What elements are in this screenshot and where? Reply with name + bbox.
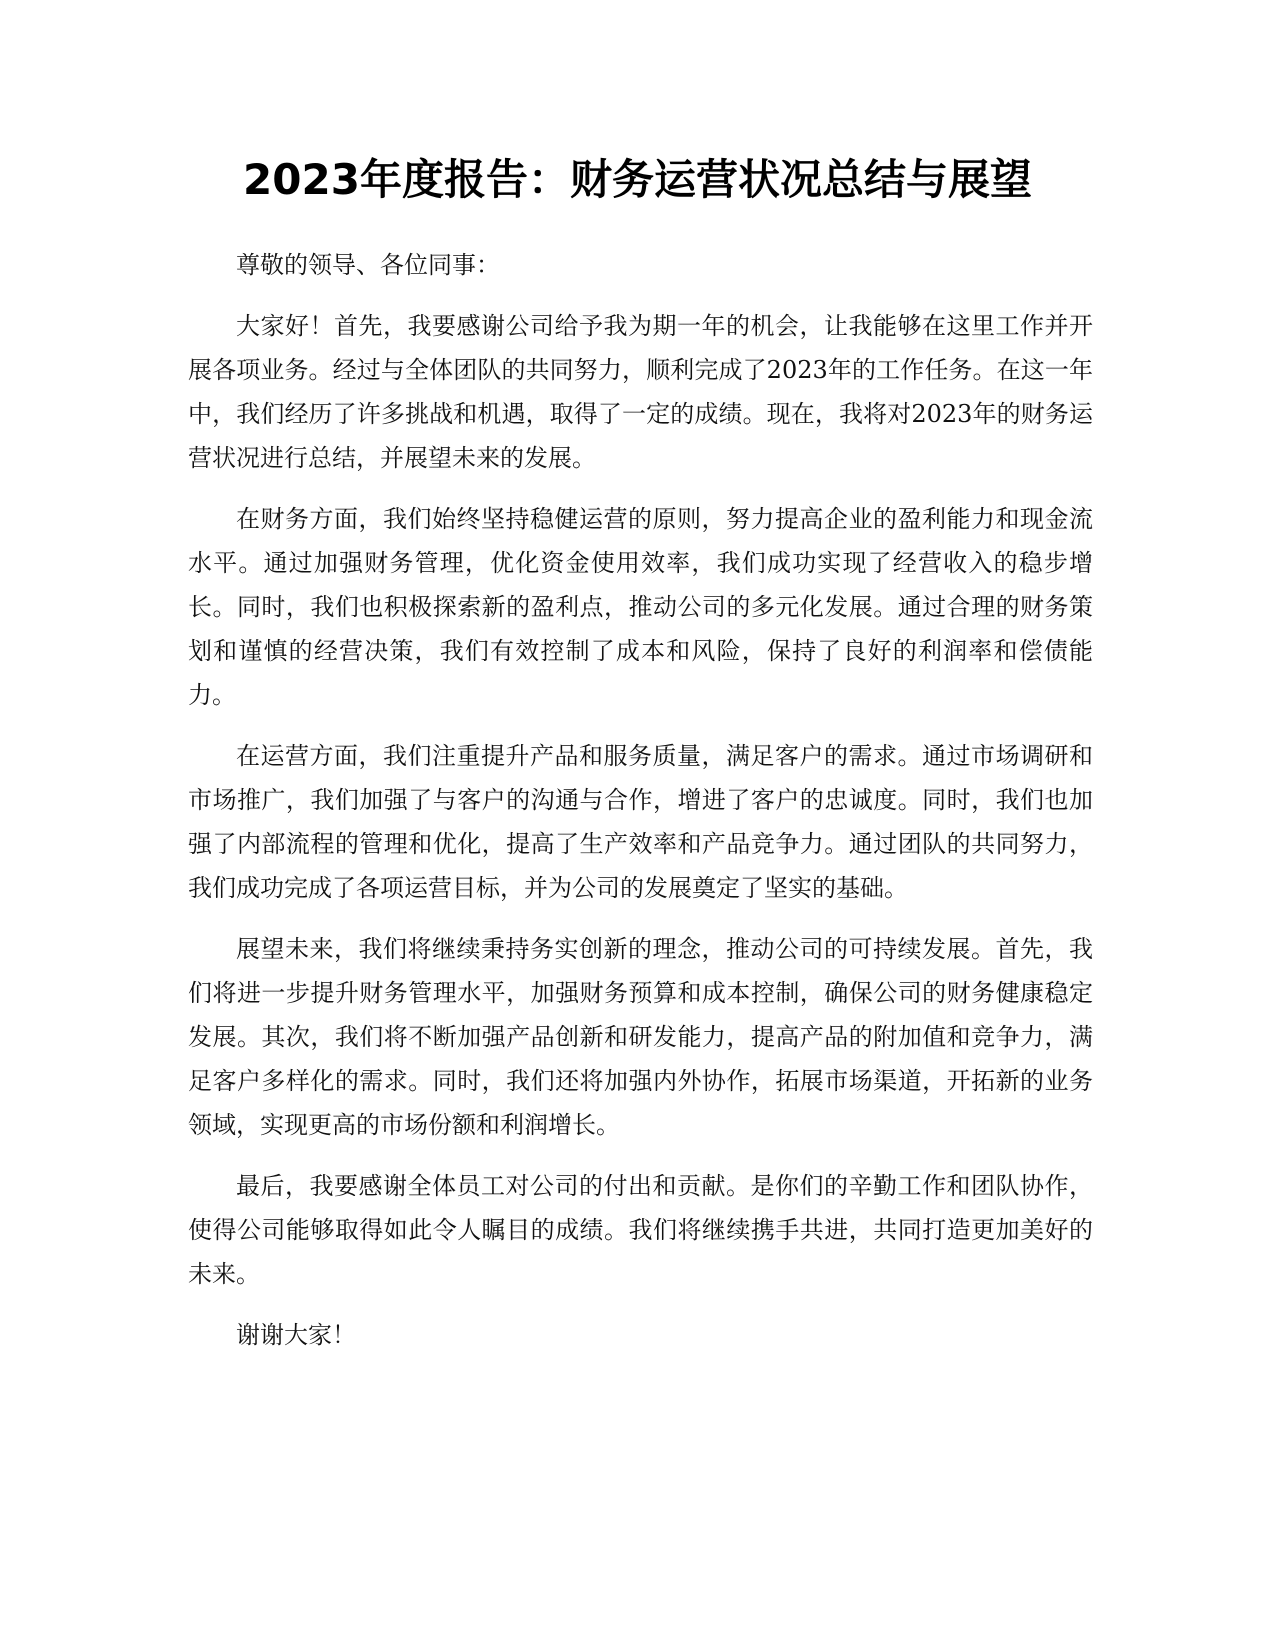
document-title: 2023年度报告：财务运营状况总结与展望 (243, 155, 1032, 204)
outlook-paragraph: 展望未来，我们将继续秉持务实创新的理念，推动公司的可持续发展。首先，我们将进一步提升财务管理水平，加强财务预算和成本控制，确保公司的财务健康稳定发展。其次，我们将不断加强产品创新和研发能力，提高产品的附加值和竞争力，满足客户多样化的需求。同时，我们还将加强内外协作，拓展市场渠道，开拓新的业务领域，实现更高的市场份额和利润增长。 (188, 935, 1093, 1139)
intro-paragraph: 大家好！首先，我要感谢公司给予我为期一年的机会，让我能够在这里工作并开展各项业务。经过与全体团队的共同努力，顺利完成了2023年的工作任务。在这一年中，我们经历了许多挑战和机遇，取得了一定的成绩。现在，我将对2023年的财务运营状况进行总结，并展望未来的发展。 (188, 312, 1093, 472)
document-body (188, 243, 1093, 1374)
operations-paragraph: 在运营方面，我们注重提升产品和服务质量，满足客户的需求。通过市场调研和市场推广，我们加强了与客户的沟通与合作，增进了客户的忠诚度。同时，我们也加强了内部流程的管理和优化，提高了生产效率和产品竞争力。通过团队的共同努力，我们成功完成了各项运营目标，并为公司的发展奠定了坚实的基础。 (188, 742, 1093, 902)
thanks-paragraph: 最后，我要感谢全体员工对公司的付出和贡献。是你们的辛勤工作和团队协作，使得公司能够取得如此令人瞩目的成绩。我们将继续携手共进，共同打造更加美好的未来。 (188, 1172, 1093, 1288)
salutation-paragraph: 尊敬的领导、各位同事： (236, 251, 500, 279)
closing-paragraph: 谢谢大家！ (236, 1321, 356, 1349)
finance-paragraph: 在财务方面，我们始终坚持稳健运营的原则，努力提高企业的盈利能力和现金流水平。通过加强财务管理，优化资金使用效率，我们成功实现了经营收入的稳步增长。同时，我们也积极探索新的盈利点，推动公司的多元化发展。通过合理的财务策划和谨慎的经营决策，我们有效控制了成本和风险，保持了良好的利润率和偿债能力。 (188, 505, 1093, 709)
